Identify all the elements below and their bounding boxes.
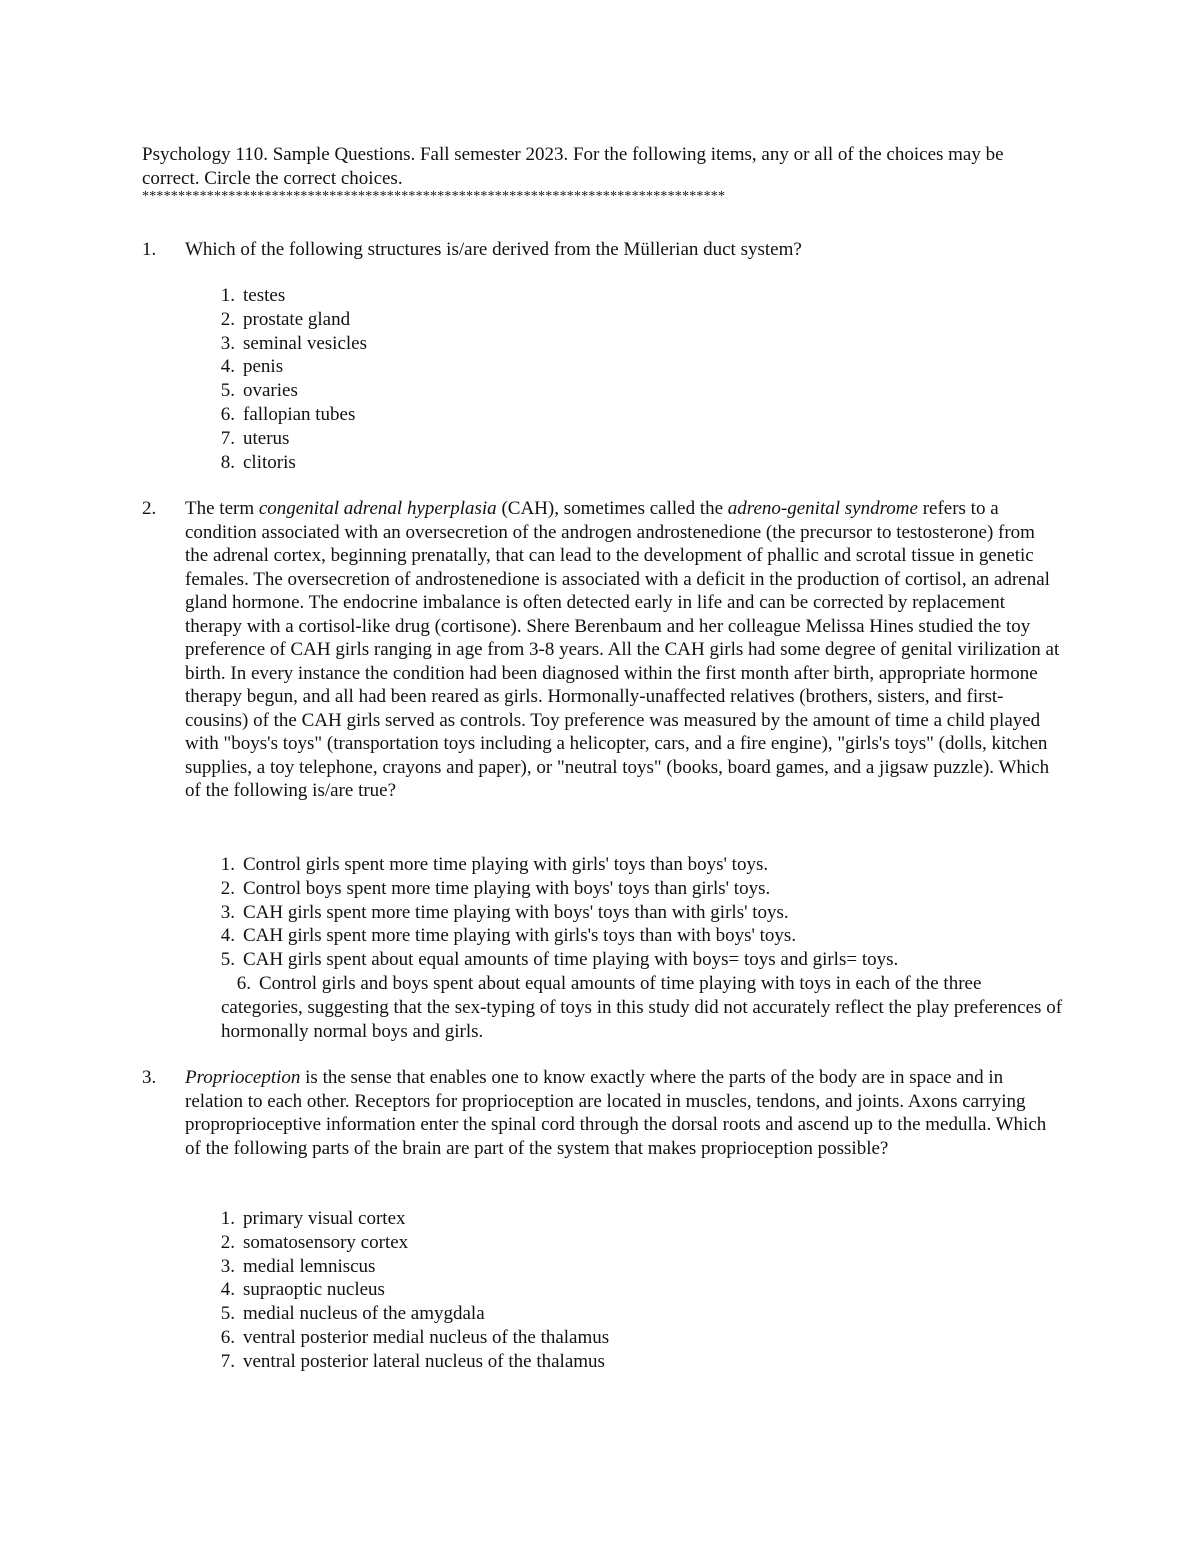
choice-number: 7. [220,1350,235,1372]
choice-text: clitoris [243,451,296,473]
choice-item[interactable] [205,1207,1065,1231]
choice-number: 5. [220,380,235,402]
choice-text: ventral posterior medial nucleus of the thalamus [243,1326,610,1348]
choice-item[interactable] [205,403,1065,427]
choice-text: CAH girls spent more time playing with boys' toys than with girls' toys. [243,901,789,923]
choice-text: fallopian tubes [243,403,356,425]
question-text: The term congenital adrenal hyperplasia (CAH), sometimes called the adreno-genital syndrome refers to a condition associated with an oversecretion of the androgen androstenedione (the precursor to testosterone) from the adrenal cortex, beginning prenatally, that can lead to the development of phallic and scrotal tissue in genetic females. The oversecretion of androstenedione is associated with a deficit in the production of cortisol, an adrenal gland hormone. The endocrine imbalance is often detected early in life and can be corrected by replacement therapy with a cortisol-like drug (cortisone). Shere Berenbaum and her colleague Melissa Hines studied the toy preference of CAH girls ranging in age from 3-8 years. All the CAH girls had some degree of genital virilization at birth. In every instance the condition had been diagnosed within the first month after birth, appropriate hormone therapy begun, and all had been reared as girls. Hormonally-unaffected relatives (brothers, sisters, and first-cousins) of the CAH girls served as controls. Toy preference was measured by the amount of time a child played with "boys's toys" (transportation toys including a helicopter, cars, and a fire engine), "girls's toys" (dolls, kitchen supplies, a toy telephone, crayons and paper), or "neutral toys" (books, board games, and a jigsaw puzzle). Which of the following is/are true? [185,498,1060,801]
choice-text: somatosensory cortex [243,1231,409,1253]
choice-item[interactable] [205,379,1065,403]
term-proprioception: Proprioception [185,1067,301,1088]
choice-number: 1. [220,1208,235,1229]
term-adreno-genital-syndrome: adreno-genital syndrome [727,498,918,519]
choice-number: 4. [220,925,235,947]
choice-number: 6. [220,1326,235,1348]
choice-item[interactable] [205,332,1065,356]
question-text: Proprioception is the sense that enables one to know exactly where the parts of the body are in space and in relation to each other. Receptors for proprioception are located in muscles, tendons, and joints. Axons carrying proproprioceptive information enter the spinal cord through the dorsal roots and ascend up to the medulla. Which of the following parts of the brain are part of the system that makes proprioception possible? [185,1067,1047,1159]
question-number: 3. [142,1067,157,1088]
choice-text: seminal vesicles [243,332,367,354]
choice-text: Control girls spent more time playing with girls' toys than boys' toys. [243,854,769,875]
choice-item[interactable] [205,1255,1065,1279]
choice-item[interactable] [205,284,1065,308]
choice-number: 1. [220,854,235,875]
choice-text: uterus [243,427,290,449]
choice-text: ovaries [243,380,298,402]
choice-text: supraoptic nucleus [243,1279,385,1301]
choice-text: medial lemniscus [243,1255,376,1277]
choice-text: Control boys spent more time playing with boys' toys than girls' toys. [243,877,771,899]
choice-item[interactable] [205,1326,1065,1350]
question-3-choices [205,1207,1065,1374]
choice-item[interactable] [205,451,1065,475]
choice-item[interactable] [205,901,1065,925]
choice-item[interactable] [205,1231,1065,1255]
choice-text: testes [243,285,286,306]
choice-item[interactable] [205,972,1065,1043]
question-1 [142,238,1062,262]
choice-number: 3. [220,901,235,923]
choice-item[interactable] [205,948,1065,972]
choice-item[interactable] [205,924,1065,948]
choice-item[interactable] [205,853,1065,877]
question-number: 2. [142,498,157,519]
choice-number: 3. [220,332,235,354]
choice-number: 7. [220,427,235,449]
question-text: Which of the following structures is/are derived from the Müllerian duct system? [185,239,802,260]
question-2-choices [205,853,1065,1043]
choice-number: 6. [236,972,251,994]
choice-number: 5. [220,1303,235,1325]
choice-number: 4. [220,356,235,378]
choice-text: ventral posterior lateral nucleus of the thalamus [243,1350,605,1372]
choice-number: 2. [220,308,235,330]
choice-number: 3. [220,1255,235,1277]
choice-item[interactable] [205,308,1065,332]
choice-text: penis [243,356,284,378]
choice-number: 5. [220,949,235,971]
choice-text: CAH girls spent more time playing with girls's toys than with boys' toys. [243,925,797,947]
choice-text: medial nucleus of the amygdala [243,1303,485,1325]
choice-number: 4. [220,1279,235,1301]
choice-number: 8. [220,451,235,473]
choice-text: prostate gland [243,308,351,330]
document-header: Psychology 110. Sample Questions. Fall semester 2023. For the following items, any or all of the choices may be correct. Circle the correct choices. [142,144,1004,189]
question-1-choices [205,284,1065,474]
choice-item[interactable] [205,427,1065,451]
choice-text: Control girls and boys spent about equal amounts of time playing with toys in each of the three categories, suggesting that the sex-typing of toys in this study did not accurately reflect the play preferences of hormonally normal boys and girls. [221,972,1063,1042]
choice-text: primary visual cortex [243,1208,406,1229]
choice-item[interactable] [205,1350,1065,1374]
choice-number: 2. [220,877,235,899]
term-congenital-adrenal-hyperplasia: congenital adrenal hyperplasia [258,498,497,519]
choice-item[interactable] [205,355,1065,379]
choice-number: 6. [220,403,235,425]
choice-number: 1. [220,285,235,306]
choice-item[interactable] [205,877,1065,901]
choice-item[interactable] [205,1278,1065,1302]
choice-number: 2. [220,1231,235,1253]
separator-line: ********************************************************************************* [142,189,726,204]
choice-item[interactable] [205,1302,1065,1326]
question-2 [142,497,1062,803]
choice-text: CAH girls spent about equal amounts of time playing with boys= toys and girls= toys. [243,949,899,971]
question-number: 1. [142,239,157,260]
question-3 [142,1066,1062,1160]
